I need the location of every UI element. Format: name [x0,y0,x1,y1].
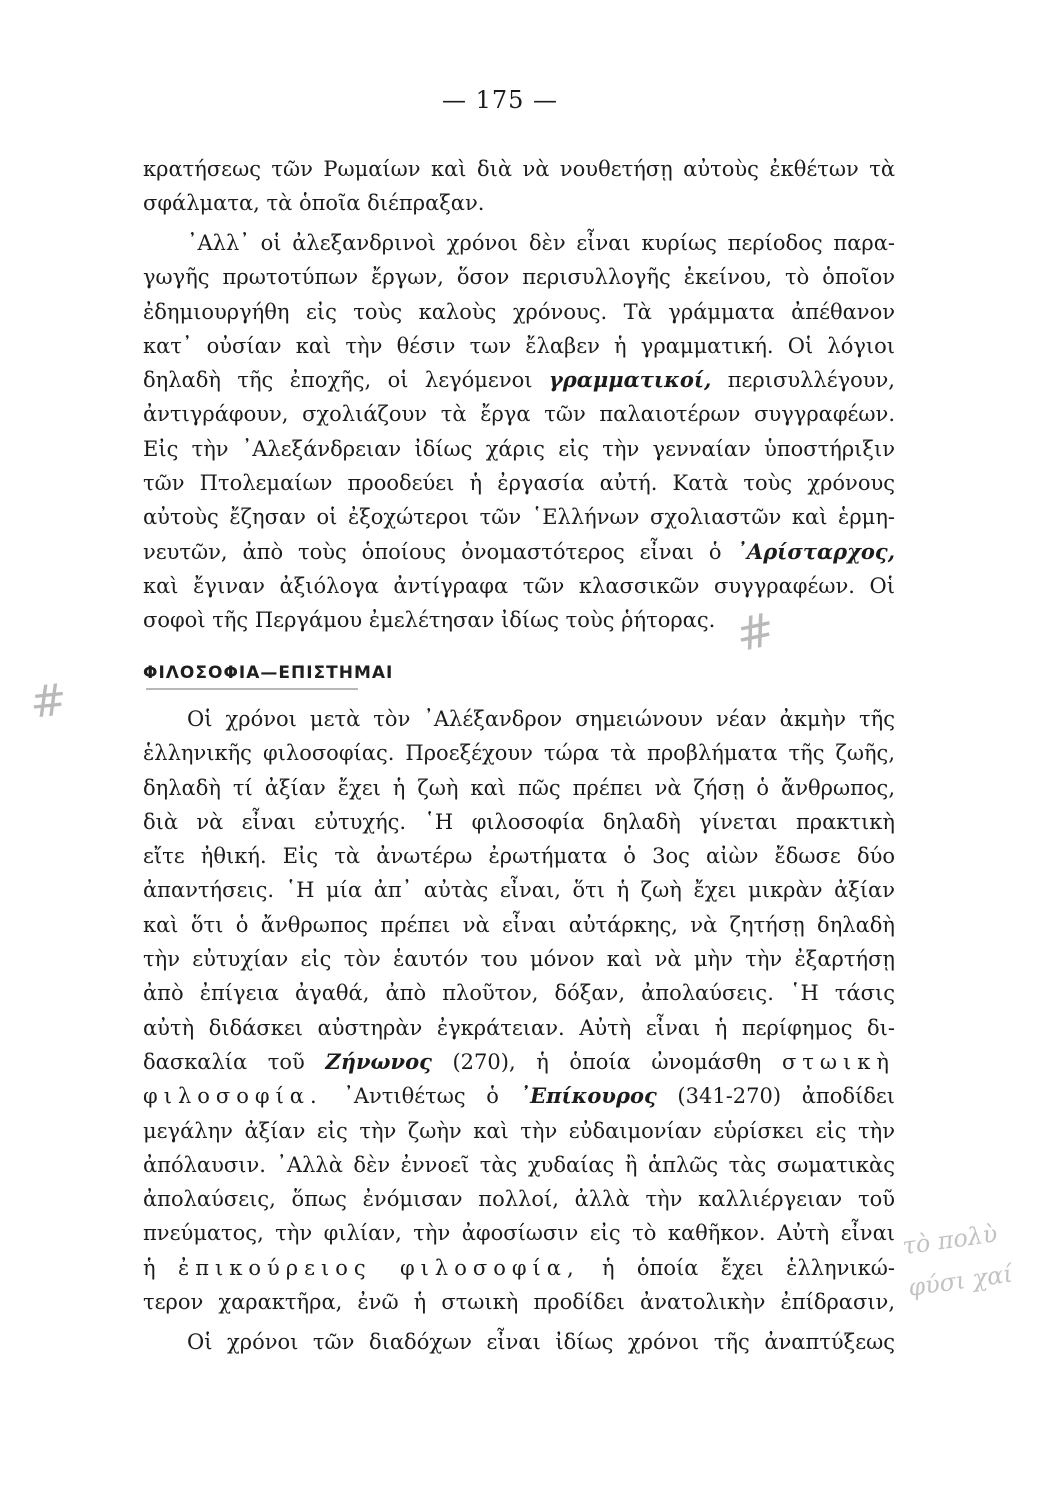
text-line: τῶν Πτολεμαίων προοδεύει ἡ ἐργασία αὐτή. Κατὰ τοὺς χρόνους [143,471,895,496]
text-line: ἀπαντήσεις. ῾Η μία ἀπ᾿ αὐτὰς εἶναι, ὅτι ἡ ζωὴ ἔχει μικρὰν ἀξίαν [143,878,895,903]
text-line: ἀπολαύσεις, ὅπως ἐνόμισαν πολλοί, ἀλλὰ τὴν καλλιέργειαν τοῦ [143,1187,895,1212]
text-line: Εἰς τὴν ᾿Αλεξάνδρειαν ἰδίως χάρις εἰς τὴν γενναίαν ὑποστήριξιν [143,436,895,461]
text-line [143,1045,895,1079]
text-line: ἐδημιουργήθη εἰς τοὺς καλοὺς χρόνους. Τὰ γράμματα ἀπέθανον [143,299,895,324]
text-fragment: δηλαδὴ τῆς ἐποχῆς, οἱ λεγόμενοι [143,368,533,393]
pencil-hash-mark-margin: # [27,674,70,729]
text-fragment: ᾿Αντιθέτως ὁ [343,1084,499,1109]
paragraph-diadochi [143,1325,895,1359]
page-number: — 175 — [441,86,559,114]
pencil-underline [146,688,358,690]
text-line [143,1079,895,1113]
text-line: μεγάλην ἀξίαν εἰς τὴν ζωὴν καὶ τὴν εὐδαιμονίαν εὑρίσκει εἰς τὴν [143,1118,895,1143]
text-line: γωγῆς πρωτοτύπων ἔργων, ὅσον περισυλλογῆς ἐκείνου, τὸ ὁποῖον [143,265,895,290]
margin-note-line: φύσι χαί [906,1259,1015,1302]
text-line [143,535,895,569]
text-line: ἀντιγράφουν, σχολιάζουν τὰ ἔργα τῶν παλαιοτέρων συγγραφέων. [143,402,895,427]
text-line: τερον χαρακτῆρα, ἐνῶ ἡ στωικὴ προδίδει ἀνατολικὴν ἐπίδρασιν, [143,1290,895,1315]
text-fragment: (270), ἡ ὁποία ὠνομάσθη [452,1049,762,1074]
text-line: ἑλληνικῆς φιλοσοφίας. Προεξέχουν τώρα τὰ προβλήματα τῆς ζωῆς, [143,741,895,766]
paragraph-continuation [143,152,895,221]
text-fragment: ἡ [143,1255,156,1280]
text-line: ᾿Αλλ᾿ οἱ ἀλεξανδρινοὶ χρόνοι δὲν εἶναι κυρίως περίοδος παρα- [187,231,895,255]
text-fragment: νευτῶν, ἀπὸ τοὺς ὁποίους ὀνομαστότερος εἶναι ὁ [143,539,722,564]
spaced-term-stoike: στωικὴ [781,1049,895,1074]
text-line: αὐτὴ διδάσκει αὐστηρὰν ἐγκράτειαν. Αὐτὴ εἶναι ἡ περίφημος δι- [143,1015,895,1040]
text-line [143,1251,895,1285]
paragraph-philosophy [143,702,895,1319]
emphasis-epikouros: ᾿Επίκουρος [519,1083,657,1109]
text-line [143,363,895,397]
margin-note-line: τὸ πολὺ [900,1219,999,1261]
spaced-term-epikoureios: ἐπικούρειος φιλοσοφία, [177,1255,580,1280]
text-line: Οἱ χρόνοι μετὰ τὸν ᾿Αλέξανδρον σημειώνουν νέαν ἀκμὴν τῆς [187,707,895,731]
emphasis-aristarchos: ᾿Αρίσταρχος, [736,538,895,564]
text-line: σοφοὶ τῆς Περγάμου ἐμελέτησαν ἰδίως τοὺς ῥήτορας. [143,608,716,633]
emphasis-grammatikoi: γραμματικοί, [548,367,712,393]
emphasis-zenon: Ζήνωνος [325,1048,432,1074]
text-line: καὶ ὅτι ὁ ἄνθρωπος πρέπει νὰ εἶναι αὐτάρκης, νὰ ζητήσῃ δηλαδὴ [143,912,895,937]
text-line: αὐτοὺς ἔζησαν οἱ ἐξοχώτεροι τῶν ῾Ελλήνων σχολιαστῶν καὶ ἑρμη- [143,505,895,530]
text-fragment: δασκαλία τοῦ [143,1049,305,1074]
text-fragment: περισυλλέγουν, [727,368,895,393]
text-line: καὶ ἔγιναν ἀξιόλογα ἀντίγραφα τῶν κλασσικῶν συγγραφέων. Οἱ [143,573,895,598]
text-line: διὰ νὰ εἶναι εὐτυχής. ῾Η φιλοσοφία δηλαδὴ γίνεται πρακτικὴ [143,809,895,834]
text-line: εἴτε ἠθική. Εἰς τὰ ἀνωτέρω ἐρωτήματα ὁ 3ος αἰὼν ἔδωσε δύο [143,844,895,869]
text-line: ἀπὸ ἐπίγεια ἀγαθά, ἀπὸ πλοῦτον, δόξαν, ἀπολαύσεις. ῾Η τάσις [143,981,895,1006]
text-line: πνεύματος, τὴν φιλίαν, τὴν ἀφοσίωσιν εἰς τὸ καθῆκον. Αὐτὴ εἶναι [143,1221,895,1246]
text-line: κρατήσεως τῶν Ρωμαίων καὶ διὰ νὰ νουθετήσῃ αὐτοὺς ἐκθέτων τὰ [143,157,895,181]
text-line: τὴν εὐτυχίαν εἰς τὸν ἑαυτόν του μόνον καὶ νὰ μὴν τὴν ἐξαρτήσῃ [143,947,895,972]
text-line: δηλαδὴ τί ἀξίαν ἔχει ἡ ζωὴ καὶ πῶς πρέπει νὰ ζήσῃ ὁ ἄνθρωπος, [143,775,895,800]
pencil-hash-mark: # [730,601,780,663]
text-line: ἀπόλαυσιν. ᾿Αλλὰ δὲν ἐννοεῖ τὰς χυδαίας ἢ ἁπλῶς τὰς σωματικὰς [143,1152,895,1177]
text-line: κατ᾿ οὐσίαν καὶ τὴν θέσιν των ἔλαβεν ἡ γραμματική. Οἱ λόγιοι [143,333,895,358]
spaced-term-philosophia: φιλοσοφία. [143,1084,323,1109]
margin-handwritten-note [900,1211,1016,1309]
paragraph-alexandrian-era [143,226,895,638]
text-fragment: ἡ ὁποία ἔχει ἑλληνικώ- [601,1255,895,1280]
text-fragment: (341-270) ἀποδίδει [677,1084,895,1109]
section-heading: ΦΙΛΟΣΟΦΙΑ—ΕΠΙΣΤΗΜΑΙ [143,663,394,683]
text-line: Οἱ χρόνοι τῶν διαδόχων εἶναι ἰδίως χρόνοι τῆς ἀναπτύξεως [187,1330,895,1354]
text-line: σφάλματα, τὰ ὁποῖα διέπραξαν. [143,191,485,216]
